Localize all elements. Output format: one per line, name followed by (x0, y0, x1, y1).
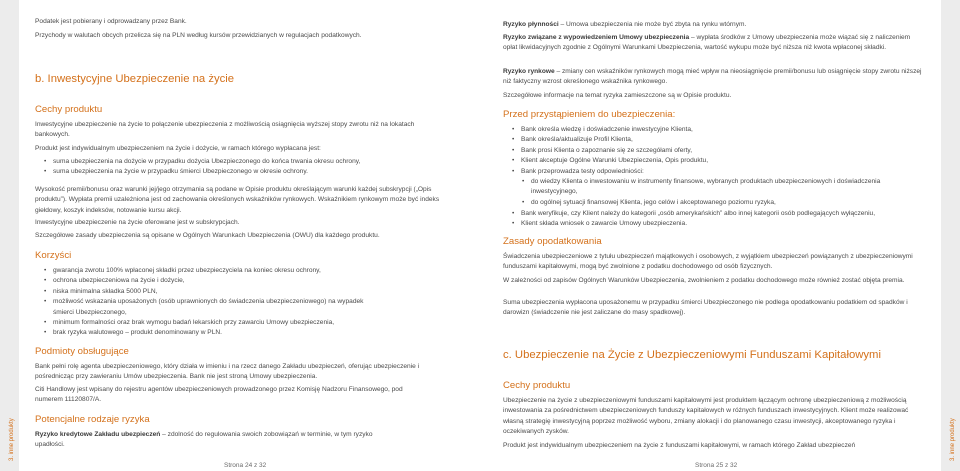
list-item: • Bank prosi Klienta o zapoznanie się ze szczegółami oferty, (503, 146, 925, 156)
subsection-heading: Podmioty obsługujące (35, 346, 129, 357)
subsection-heading: Zasady opodatkowania (503, 236, 602, 247)
list-item: • do ogólnej sytuacji finansowej Klienta, jego celów i akceptowanego poziomu ryzyka, (503, 198, 925, 208)
paragraph (503, 33, 918, 54)
paragraph: Szczegółowe zasady ubezpieczenia są opisane w Ogólnych Warunkach Ubezpieczenia (OWU) dla każdego produktu. (35, 232, 380, 239)
risk-label: Ryzyko płynności (503, 21, 559, 28)
bullet-sublist (503, 177, 925, 208)
list-item: • suma ubezpieczenia na życie w przypadku śmierci Ubezpieczonego w okresie ochrony. (35, 167, 445, 177)
subsection-heading: Cechy produktu (503, 380, 571, 391)
paragraph: Szczegółowe informacje na temat ryzyka zamieszczone są w Opisie produktu. (503, 92, 732, 99)
paragraph: W zależności od zapisów Ogólnych Warunków Ubezpieczenia, zwolnieniem z podatku dochodowego może również zostać objęta premia. (503, 277, 905, 284)
paragraph: Ubezpieczenie na życie z ubezpieczeniowymi funduszami kapitałowymi jest produktem łączącym ochronę ubezpieczeniową z możliwością inwestowania za pośrednictwem ubezpieczeniowych funduszy kapitałowych w różnych funduszach inwestycyjnych. Klient może realizować własną strategię inwestycyjną poprzez możliwość wyboru, zmiany alokacji i do planowanego czasu inwestycji, akceptowanego ryzyka i oczekiwanych zysków. (503, 397, 909, 436)
side-tab-label: 3. inne produkty (9, 418, 15, 461)
paragraph: Produkt jest indywidualnym ubezpieczeniem na życie z funduszami kapitałowymi, w ramach którego Zakład ubezpieczeń (503, 442, 856, 449)
risk-label: Ryzyko kredytowe Zakładu ubezpieczeń (35, 431, 161, 438)
paragraph: Inwestycyjne ubezpieczenie na życie to połączenie ubezpieczenia z możliwością osiągnięcia wyższej stopy zwrotu niż na lokatach bankowych. (35, 121, 415, 139)
paragraph (35, 430, 380, 451)
list-item: • suma ubezpieczenia na dożycie w przypadku dożycia Ubezpieczonego do końca trwania okresu ochrony, (35, 157, 445, 167)
subsection-heading: Potencjalne rodzaje ryzyka (35, 414, 150, 425)
risk-text: – zdolność do regulowania swoich zobowiązań w terminie, w tym ryzyko upadłości. (35, 431, 373, 449)
list-item: • Bank przeprowadza testy odpowiedniości: (503, 167, 925, 177)
subsection-heading: Cechy produktu (35, 104, 103, 115)
list-item: • Klient akceptuje Ogólne Warunki Ubezpieczenia, Opis produktu, (503, 156, 925, 166)
paragraph: Citi Handlowy jest wpisany do rejestru agentów ubezpieczeniowych prowadzonego przez Komisję Nadzoru Finansowego, pod numerem 11120807/A. (35, 386, 403, 404)
bullet-list (35, 157, 445, 178)
risk-text: – wypłata środków z Umowy ubezpieczenia może wiązać się z naliczeniem opłat likwidacyjnych zgodnie z Ogólnymi Warunkami Ubezpieczenia, wartość wykupu może być niższa niż kwota wpłaconej składki. (503, 34, 911, 52)
paragraph: Wysokość premii/bonusu oraz warunki jej/jego otrzymania są podane w Opisie produktu określającym warunki każdej subskrypcji („Opis produktu”). Wypłata premii uzależniona jest od zachowania określonych wskaźników rynkowych. Wskaźnikiem rynkowym może być indeks giełdowy, koszyk indeksów, notowanie kursu akcji. (35, 186, 440, 214)
list-item: • ochrona ubezpieczeniowa na życie i dożycie, (35, 276, 380, 286)
list-item: • Bank określa/aktualizuje Profil Klienta, (503, 135, 925, 145)
risk-label: Ryzyko rynkowe (503, 68, 555, 75)
right-side-tab (941, 0, 960, 471)
paragraph: Produkt jest indywidualnym ubezpieczeniem na życie i dożycie, w ramach którego wypłacana jest: (35, 145, 321, 152)
section-heading: c. Ubezpieczenie na Życie z Ubezpieczeniowymi Funduszami Kapitałowymi (503, 349, 881, 361)
left-side-tab (0, 0, 19, 471)
list-item: • możliwość wskazania uposażonych (osób uprawnionych do świadczenia ubezpieczeniowego) na wypadek śmierci Ubezpieczonego, (35, 297, 380, 318)
bullet-list (35, 266, 380, 339)
intro-text: Przychody w walutach obcych przelicza się na PLN według kursów przewidzianych w regulacjach podatkowych. (35, 32, 362, 39)
list-item: • Bank weryfikuje, czy Klient należy do kategorii „osób amerykańskich” albo innej kategorii osób podlegających wyłączeniu, (503, 209, 925, 219)
section-heading: b. Inwestycyjne Ubezpieczenie na życie (35, 73, 235, 85)
bullet-list (503, 125, 925, 177)
paragraph: Suma ubezpieczenia wypłacona uposażonemu w przypadku śmierci Ubezpieczonego nie podlega opodatkowaniu podatkiem od spadków i darowizn (świadczenie nie jest zaliczane do masy spadkowej). (503, 299, 908, 317)
risk-text: – zmiany cen wskaźników rynkowych mogą mieć wpływ na nieosiągnięcie premii/bonusu lub osiągnięcie stopy zwrotu niższej niż faktyczny wzrost określonego wskaźnika rynkowego. (503, 68, 922, 86)
bullet-list (503, 209, 925, 230)
list-item: • brak ryzyka walutowego – produkt denominowany w PLN. (35, 328, 380, 338)
side-tab-label: 3. inne produkty (950, 418, 956, 461)
paragraph: Bank pełni rolę agenta ubezpieczeniowego, który działa w imieniu i na rzecz danego Zakładu ubezpieczeń, oferując ubezpieczenie i pośrednicząc przy zawieraniu Umów ubezpieczenia. Bank nie jest stroną Umowy ubezpieczenia. (35, 363, 420, 381)
paragraph: Świadczenia ubezpieczeniowe z tytułu ubezpieczeń majątkowych i osobowych, z wyjątkiem ubezpieczeń powiązanych z ubezpieczeniowymi funduszami kapitałowymi, mogą być zwolnione z podatku dochodowego od osób fizycznych. (503, 253, 913, 271)
subsection-heading: Przed przystąpieniem do ubezpieczenia: (503, 109, 676, 120)
subsection-heading: Korzyści (35, 250, 72, 261)
list-item: • minimum formalności oraz brak wymogu badań lekarskich przy zawarciu Umowy ubezpieczenia, (35, 318, 380, 328)
risk-text: – Umowa ubezpieczenia nie może być zbyta na rynku wtórnym. (558, 21, 747, 28)
list-item: • Bank określa wiedzę i doświadczenie inwestycyjne Klienta, (503, 125, 925, 135)
paragraph: Inwestycyjne ubezpieczenie na życie oferowane jest w subskrypcjach. (35, 219, 240, 226)
risk-label: Ryzyko związane z wypowiedzeniem Umowy ubezpieczenia (503, 34, 690, 41)
paragraph (503, 20, 746, 30)
list-item: • do wiedzy Klienta o inwestowaniu w instrumenty finansowe, wybranych produktach ubezpieczeniowych i doświadczenia inwestycyjnego, (503, 177, 925, 198)
page-number: Strona 25 z 32 (695, 462, 738, 469)
intro-text: Podatek jest pobierany i odprowadzany przez Bank. (35, 18, 187, 25)
paragraph (503, 67, 925, 88)
list-item: • Klient składa wniosek o zawarcie Umowy ubezpieczenia. (503, 219, 925, 229)
list-item: • niska minimalna składka 5000 PLN, (35, 287, 380, 297)
list-item: • gwarancja zwrotu 100% wpłaconej składki przez ubezpieczyciela na koniec okresu ochrony, (35, 266, 380, 276)
page-number: Strona 24 z 32 (224, 462, 267, 469)
